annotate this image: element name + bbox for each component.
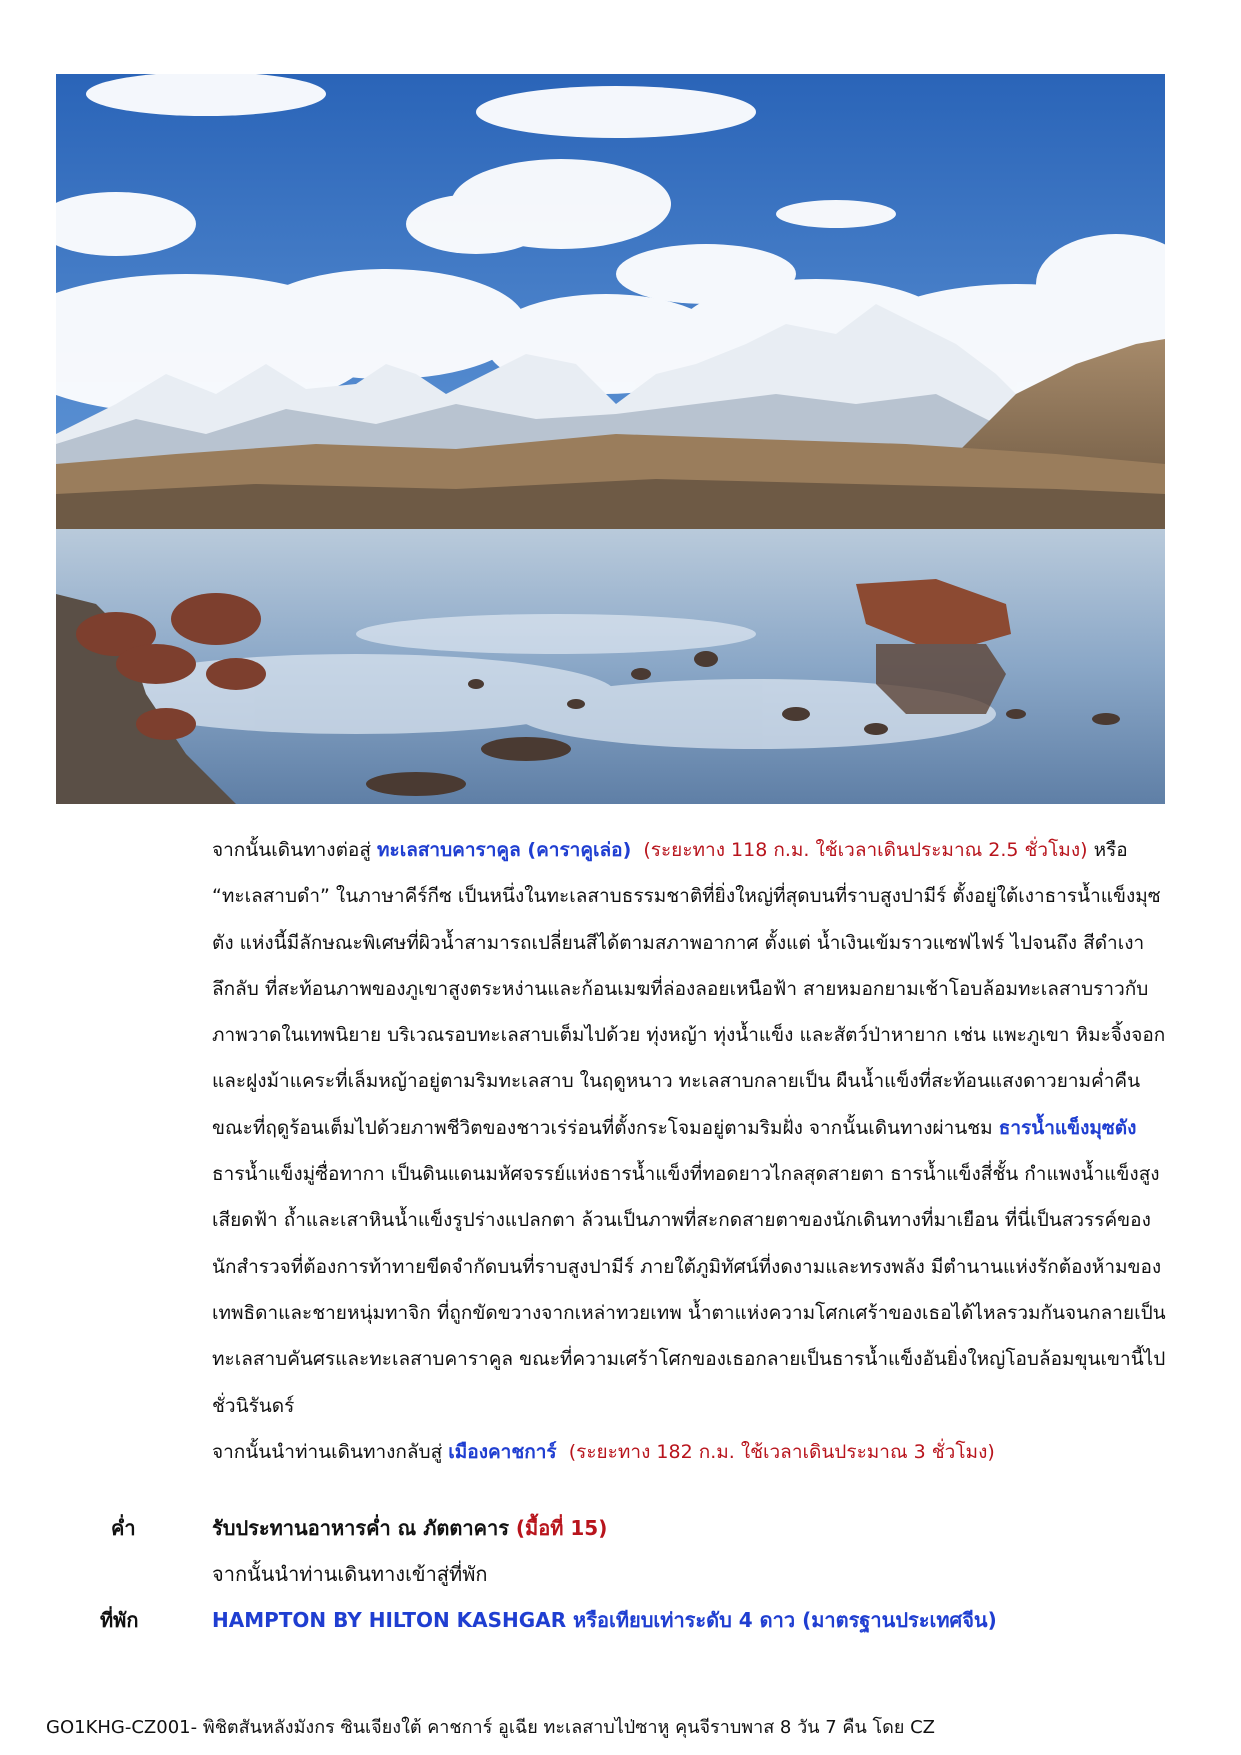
after-dinner-text: จากนั้นนำท่านเดินทางเข้าสู่ที่พัก: [212, 1562, 488, 1586]
return-paragraph: [212, 1429, 1172, 1475]
dinner-description: รับประทานอาหารค่ำ ณ ภัตตาคาร: [212, 1516, 516, 1540]
hotel-name: HAMPTON BY HILTON KASHGAR หรือเทียบเท่าระดับ 4 ดาว (มาตรฐานประเทศจีน): [212, 1608, 997, 1632]
lake-description: หรือ “ทะเลสาบดำ” ในภาษาคีร์กีซ เป็นหนึ่งในทะเลสาบธรรมชาติที่ยิ่งใหญ่ที่สุดบนที่ราบสูงปามีร์ ตั้งอยู่ใต้เงาธารน้ำแข็งมุซตัง แห่งนี้มีลักษณะพิเศษที่ผิวน้ำสามารถเปลี่ยนสีได้ตามสภาพอากาศ ตั้งแต่ น้ำเงินเข้มราวแซฟไฟร์ ไปจนถึง สีดำเงาลึกลับ ที่สะท้อนภาพของภูเขาสูงตระหง่านและก้อนเมฆที่ล่องลอยเหนือฟ้า สายหมอกยามเช้าโอบล้อมทะเลสาบราวกับภาพวาดในเทพนิยาย บริเวณรอบทะเลสาบเต็มไปด้วย ทุ่งหญ้า ทุ่งน้ำแข็ง และสัตว์ป่าหายาก เช่น แพะภูเขา หิมะจิ้งจอก และฝูงม้าแคระที่เล็มหญ้าอยู่ตามริมทะเลสาบ ในฤดูหนาว ทะเลสาบกลายเป็น ผืนน้ำแข็งที่สะท้อนแสงดาวยามค่ำคืน ขณะที่ฤดูร้อนเต็มไปด้วยภาพชีวิตของชาวเร่ร่อนที่ตั้งกระโจมอยู่ตามริมฝั่ง จากนั้นเดินทางผ่านชม: [212, 839, 1166, 1139]
lake-distance: (ระยะทาง 118 ก.ม. ใช้เวลาเดินประมาณ 2.5 ชั่วโมง): [643, 839, 1088, 861]
itinerary-body: [212, 827, 1172, 1475]
return-text: จากนั้นนำท่านเดินทางกลับสู่: [212, 1440, 449, 1463]
meal-number: (มื้อที่ 15): [515, 1516, 608, 1540]
hotel-label: ที่พัก: [100, 1608, 139, 1632]
lake-name: ทะเลสาบคาราคูล (คาราคูเล่อ): [376, 839, 632, 861]
dinner-text: [212, 1512, 607, 1544]
glacier-description: ธารน้ำแข็งมู่ซื่อทากา เป็นดินแดนมหัศจรรย์แห่งธารน้ำแข็งที่ทอดยาวไกลสุดสายตา ธารน้ำแข็งสี่ชั้น กำแพงน้ำแข็งสูงเสียดฟ้า ถ้ำและเสาหินน้ำแข็งรูปร่างแปลกตา ล้วนเป็นภาพที่สะกดสายตาของนักเดินทางที่มาเยือน ที่นี่เป็นสวรรค์ของนักสำรวจที่ต้องการท้าทายขีดจำกัดบนที่ราบสูงปามีร์ ภายใต้ภูมิทัศน์ที่งดงามและทรงพลัง มีตำนานแห่งรักต้องห้ามของเทพธิดาและชายหนุ่มทาจิก ที่ถูกขัดขวางจากเหล่าทวยเทพ น้ำตาแห่งความโศกเศร้าของเธอได้ไหลรวมกันจนกลายเป็น ทะเลสาบคันศรและทะเลสาบคาราคูล ขณะที่ความเศร้าโศกของเธอกลายเป็นธารน้ำแข็งอันยิ่งใหญ่โอบล้อมขุนเขานี้ไปชั่วนิรันดร์: [212, 1163, 1166, 1417]
city-distance: (ระยะทาง 182 ก.ม. ใช้เวลาเดินประมาณ 3 ชั่วโมง): [568, 1440, 995, 1463]
glacier-name: ธารน้ำแข็งมุซตัง: [998, 1116, 1137, 1139]
footer-code: GO1KHG-CZ001- พิชิตสันหลังมังกร ซินเจียงใต้ คาชการ์ อูเฉีย ทะเลสาบไป่ซาหู คุนจีราบพาส 8 วัน 7 คืน โดย CZ: [46, 1717, 935, 1738]
dinner-label: ค่ำ: [111, 1516, 136, 1540]
lake-paragraph: [212, 827, 1172, 1429]
lake-photo: [56, 74, 1165, 804]
city-name: เมืองคาชการ์: [448, 1440, 557, 1463]
intro-text: จากนั้นเดินทางต่อสู่: [212, 839, 377, 861]
